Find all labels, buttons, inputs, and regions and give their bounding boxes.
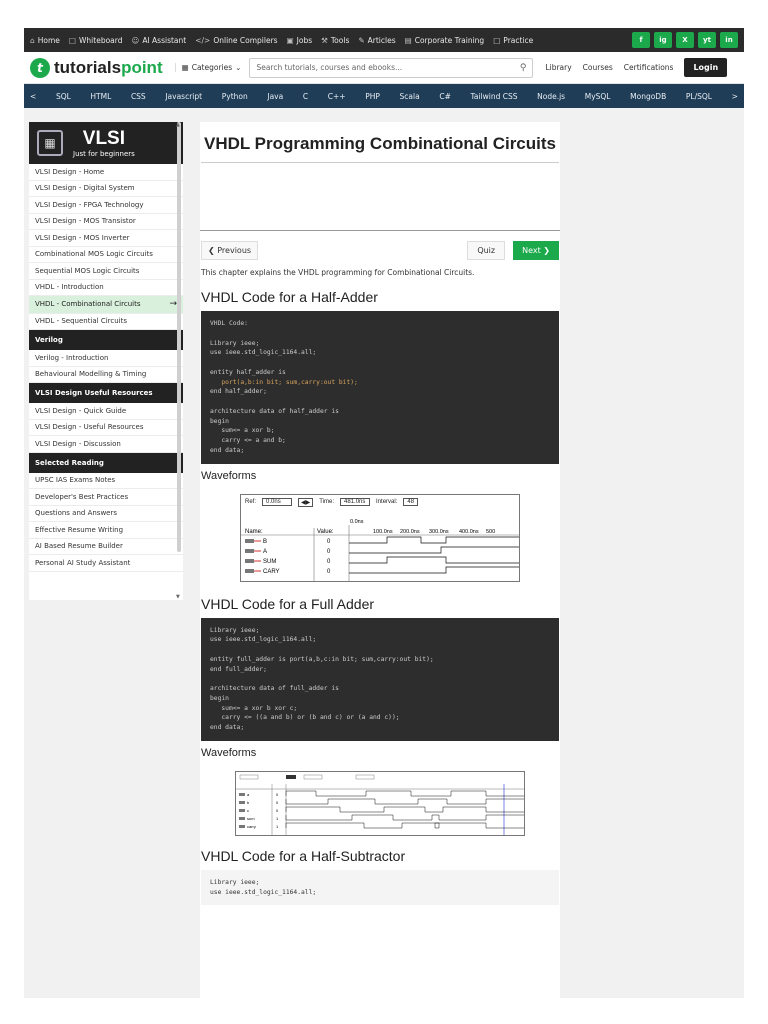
- lang-item-c-[interactable]: C#: [439, 91, 451, 101]
- signal-value: 0: [327, 558, 331, 565]
- wave-signals: [245, 537, 519, 575]
- chevron-right-icon: ❯: [540, 246, 550, 255]
- top-link-label: Whiteboard: [79, 35, 123, 45]
- previous-button[interactable]: [201, 241, 258, 260]
- signal-name: c: [247, 807, 249, 813]
- sidebar-item-label: VLSI Design - Digital System: [35, 184, 135, 193]
- next-button[interactable]: [513, 241, 559, 260]
- code-line: sum<= a xor b xor c;: [210, 704, 298, 712]
- code-line: use ieee.std_logic_1164.all;: [210, 636, 317, 644]
- nav-certifications[interactable]: Certifications: [623, 63, 674, 72]
- code-line: [210, 674, 550, 684]
- code-line: end half_adder;: [210, 388, 267, 396]
- previous-label: Previous: [217, 246, 252, 255]
- sidebar-item-label: Effective Resume Writing: [35, 525, 124, 534]
- code-line: Library ieee;: [210, 339, 260, 347]
- site-logo[interactable]: [30, 58, 163, 78]
- code-line: carry <= a and b;: [210, 437, 286, 444]
- sidebar-header: [29, 122, 183, 164]
- signal-name: b: [247, 799, 250, 805]
- sidebar-item[interactable]: [29, 473, 183, 490]
- signal-trace: [286, 815, 524, 820]
- top-link-practice[interactable]: [493, 36, 533, 45]
- search-input[interactable]: [249, 58, 533, 78]
- top-link-label: Tools: [330, 35, 350, 45]
- wave-tick-label: 300.0ns: [429, 528, 449, 535]
- top-link-0-icon: ⌂: [30, 35, 35, 45]
- lang-item-python[interactable]: Python: [221, 91, 248, 101]
- signal-pin-icon: [239, 801, 245, 804]
- sidebar-item-label: VHDL - Sequential Circuits: [35, 317, 128, 326]
- logo-mark-icon: t: [30, 58, 50, 78]
- code-line: architecture data of full_adder is: [210, 685, 339, 692]
- code-line: [210, 358, 550, 368]
- sidebar-item[interactable]: [29, 280, 183, 297]
- code-line: Library ieee;: [210, 878, 260, 886]
- code-block-half-subtractor[interactable]: [201, 870, 559, 906]
- sidebar-scrollbar[interactable]: [177, 122, 181, 552]
- sidebar-item[interactable]: [29, 214, 183, 231]
- code-line: architecture data of half_adder is: [210, 407, 339, 415]
- signal-pin-icon: [245, 539, 254, 543]
- header-nav: [545, 58, 727, 77]
- sidebar-item[interactable]: [29, 181, 183, 198]
- top-utility-bar: [24, 28, 744, 52]
- code-line: Library ieee;: [210, 626, 260, 634]
- signal-name: sum: [247, 815, 255, 821]
- top-link-label: Online Compilers: [213, 35, 278, 45]
- sidebar-item[interactable]: [29, 420, 183, 437]
- top-link-label: Corporate Training: [414, 35, 485, 45]
- top-link-label: Practice: [503, 35, 534, 45]
- heading-waveforms-1: Waveforms: [201, 469, 257, 482]
- tutorial-sidebar: [29, 122, 183, 600]
- code-block-full-adder[interactable]: [201, 618, 559, 741]
- top-link-ai-assistant[interactable]: [131, 36, 186, 45]
- sidebar-item-label: Questions and Answers: [35, 509, 118, 518]
- top-link-tools[interactable]: [321, 36, 349, 45]
- wave-signals-2: [239, 791, 524, 829]
- wave-nav-arrows-icon: ◀▶: [298, 498, 313, 507]
- signal-trace: [349, 547, 519, 553]
- sidebar-item[interactable]: [29, 506, 183, 523]
- scroll-up-arrow-icon[interactable]: ▲: [176, 122, 180, 128]
- heading-half-adder: VHDL Code for a Half-Adder: [201, 289, 378, 305]
- lang-item-pl-sql[interactable]: PL/SQL: [685, 91, 712, 101]
- signal-name: SUM: [263, 558, 277, 565]
- lang-item-scala[interactable]: Scala: [399, 91, 420, 101]
- signal-trace: [286, 823, 524, 828]
- wave-tick-label: 100.0ns: [373, 528, 393, 535]
- signal-trace: [286, 791, 524, 796]
- heading-full-adder: VHDL Code for a Full Adder: [201, 595, 375, 612]
- sidebar-list: [29, 164, 183, 572]
- signal-value: 0: [276, 799, 279, 805]
- sidebar-item[interactable]: [29, 314, 183, 331]
- top-link-7-icon: ▤: [404, 35, 412, 45]
- wave-ticks: [373, 529, 495, 535]
- x-icon[interactable]: X: [676, 32, 694, 48]
- categories-label: Categories: [191, 63, 233, 72]
- signal-value: 0: [327, 568, 331, 575]
- facebook-icon[interactable]: f: [632, 32, 650, 48]
- signal-value: 0: [276, 791, 279, 797]
- code-line: end full_adder;: [210, 665, 267, 673]
- sidebar-item-label: Developer's Best Practices: [35, 492, 129, 501]
- top-link-4-icon: ▣: [286, 35, 294, 45]
- top-link-5-icon: ⚒: [321, 35, 328, 45]
- chevron-left-icon: ❮: [208, 246, 218, 255]
- article-content: [200, 122, 560, 1002]
- lang-item-node-js[interactable]: Node.js: [537, 91, 566, 101]
- lang-item-java[interactable]: Java: [267, 91, 284, 101]
- top-link-jobs[interactable]: [287, 36, 313, 45]
- sidebar-item-label: Combinational MOS Logic Circuits: [35, 250, 153, 259]
- lang-item-php[interactable]: PHP: [365, 91, 380, 101]
- search-placeholder: Search tutorials, courses and ebooks...: [256, 63, 403, 72]
- code-line: port(a,b:in bit; sum,carry:out bit);: [210, 378, 358, 386]
- wave-interval-label: Interval:: [376, 499, 398, 505]
- sidebar-item[interactable]: [29, 522, 183, 539]
- top-link-6-icon: ✎: [358, 35, 365, 45]
- ad-space: [200, 163, 560, 231]
- sidebar-item[interactable]: [29, 489, 183, 506]
- language-nav-bar: [24, 84, 744, 108]
- nav-library[interactable]: Library: [545, 63, 572, 72]
- sidebar-item[interactable]: [29, 197, 183, 214]
- signal-trace: [349, 567, 519, 573]
- top-link-2-icon: ☺: [131, 35, 140, 45]
- wave-value-header: Value:: [317, 528, 334, 535]
- wave-interval-value: 48: [403, 498, 418, 506]
- sidebar-item[interactable]: [29, 247, 183, 264]
- sidebar-item[interactable]: [29, 296, 183, 314]
- sidebar-item[interactable]: [29, 367, 183, 384]
- code-line: [210, 329, 550, 339]
- logo-text-right: point: [121, 57, 163, 77]
- signal-value: 1: [276, 823, 279, 829]
- chevron-down-icon: ⌄: [235, 63, 242, 72]
- sidebar-subtitle: Just for beginners: [73, 149, 135, 158]
- signal-trace: [349, 557, 519, 563]
- sidebar-item-label: VLSI Design - Quick Guide: [35, 406, 127, 415]
- signal-value: 0: [276, 807, 279, 813]
- wave-tick-label: 500: [486, 528, 496, 535]
- waveform-image-full-adder: [235, 771, 525, 836]
- sidebar-item-label: UPSC IAS Exams Notes: [35, 476, 116, 485]
- signal-trace: [286, 807, 524, 812]
- signal-pin-icon: [245, 549, 254, 553]
- sidebar-item[interactable]: [29, 555, 183, 572]
- heading-waveforms-2: Waveforms: [201, 746, 257, 759]
- signal-name: carry: [247, 823, 256, 829]
- chip-icon: ▦: [37, 130, 63, 156]
- lang-item-javascript[interactable]: Javascript: [165, 91, 203, 101]
- code-line: end data;: [210, 446, 245, 454]
- waveform-image-half-adder: [240, 494, 520, 582]
- sidebar-item[interactable]: [29, 164, 183, 181]
- sidebar-item-label: VHDL - Combinational Circuits: [35, 300, 141, 309]
- signal-trace: [286, 799, 524, 804]
- code-line: carry <= ((a and b) or (b and c) or (a and c));: [210, 714, 400, 722]
- code-block-half-adder[interactable]: [201, 311, 559, 464]
- page-title: VHDL Programming Combinational Circuits: [201, 122, 559, 163]
- site-header: [24, 52, 744, 84]
- lang-item-sql[interactable]: SQL: [55, 91, 71, 101]
- login-button[interactable]: Login: [684, 58, 727, 77]
- top-links: [30, 36, 632, 45]
- signal-name: B: [263, 538, 268, 545]
- code-line: entity half_adder is: [210, 368, 286, 376]
- signal-value: 0: [327, 548, 331, 555]
- signal-pin-icon: [239, 793, 245, 796]
- top-link-whiteboard[interactable]: [69, 36, 123, 45]
- wave-tick-label: 200.0ns: [400, 528, 420, 535]
- code-line: use ieee.std_logic_1164.all;: [210, 349, 317, 357]
- wave-ref-value: 0.0ns: [262, 498, 292, 506]
- code-line: begin: [210, 417, 229, 425]
- signal-value: 1: [276, 815, 279, 821]
- waveform-diagram-1: [241, 515, 519, 581]
- waveform-diagram-2: [236, 772, 524, 835]
- top-link-home[interactable]: [30, 36, 60, 45]
- linkedin-icon[interactable]: in: [720, 32, 738, 48]
- resources-section-header: VLSI Design Useful Resources: [29, 383, 183, 403]
- lang-item-tailwind-css[interactable]: Tailwind CSS: [470, 91, 518, 101]
- sidebar-item-label: AI Based Resume Builder: [35, 542, 123, 551]
- categories-dropdown[interactable]: [175, 63, 242, 72]
- sidebar-item[interactable]: [29, 403, 183, 420]
- heading-half-subtractor: VHDL Code for a Half-Subtractor: [201, 847, 406, 864]
- top-link-label: AI Assistant: [142, 35, 187, 45]
- sidebar-item[interactable]: [29, 350, 183, 367]
- code-line: [210, 645, 550, 655]
- lang-item-c[interactable]: C: [302, 91, 309, 101]
- sidebar-item-label: VLSI Design - Useful Resources: [35, 423, 144, 432]
- lang-prev-arrow-icon[interactable]: <: [30, 91, 37, 101]
- wave-time-value: 481.0ns: [340, 498, 370, 506]
- code-line: sum<= a xor b;: [210, 427, 275, 435]
- lang-item-c-[interactable]: C++: [327, 91, 346, 101]
- youtube-icon[interactable]: yt: [698, 32, 716, 48]
- sidebar-item[interactable]: [29, 263, 183, 280]
- lang-item-mongodb[interactable]: MongoDB: [630, 91, 667, 101]
- sidebar-item-label: VLSI Design - FPGA Technology: [35, 200, 144, 209]
- code-line: begin: [210, 694, 229, 702]
- code-line: [210, 397, 550, 407]
- wave-tick-label: 400.0ns: [459, 528, 479, 535]
- lang-item-css[interactable]: CSS: [130, 91, 146, 101]
- sidebar-item-label: Sequential MOS Logic Circuits: [35, 266, 140, 275]
- social-links: [632, 32, 738, 48]
- signal-name: A: [263, 548, 268, 555]
- instagram-icon[interactable]: ig: [654, 32, 672, 48]
- signal-trace: [349, 537, 519, 543]
- next-label: Next: [522, 246, 541, 255]
- sidebar-item-label: VLSI Design - MOS Inverter: [35, 233, 130, 242]
- search-icon: ⚲: [519, 62, 527, 73]
- top-link-corporate-training[interactable]: [405, 36, 485, 45]
- sidebar-item-label: VHDL - Introduction: [35, 283, 104, 292]
- wave-ref-label: Ref:: [245, 499, 257, 505]
- sidebar-item-label: VLSI Design - Home: [35, 167, 105, 176]
- grid-icon: ▦: [181, 63, 189, 72]
- top-link-1-icon: □: [68, 35, 77, 45]
- lang-item-mysql[interactable]: MySQL: [584, 91, 611, 101]
- sidebar-item-label: Verilog - Introduction: [35, 353, 109, 362]
- top-link-3-icon: </>: [195, 35, 211, 45]
- sidebar-title: VLSI: [82, 127, 126, 149]
- wave-time-label: Time:: [319, 499, 335, 505]
- arrow-right-icon: →: [169, 299, 177, 309]
- quiz-button[interactable]: Quiz: [467, 241, 505, 260]
- code-line: use ieee.std_logic_1164.all;: [210, 888, 317, 896]
- top-link-label: Articles: [367, 35, 396, 45]
- main-area: [24, 108, 744, 998]
- top-link-8-icon: □: [493, 35, 501, 45]
- sidebar-item-label: Personal AI Study Assistant: [35, 558, 131, 567]
- top-link-label: Jobs: [296, 35, 313, 45]
- top-link-online-compilers[interactable]: [195, 36, 277, 45]
- sidebar-item-label: Behavioural Modelling & Timing: [35, 370, 147, 379]
- sidebar-item[interactable]: [29, 436, 183, 453]
- sidebar-item[interactable]: [29, 539, 183, 556]
- signal-pin-icon: [245, 569, 254, 573]
- intro-paragraph: This chapter explains the VHDL programming for Combinational Circuits.: [201, 268, 475, 277]
- lang-item-html[interactable]: HTML: [90, 91, 112, 101]
- pagination-nav: [200, 231, 560, 266]
- sidebar-item[interactable]: [29, 230, 183, 247]
- scroll-down-arrow-icon[interactable]: ▼: [176, 594, 180, 600]
- nav-courses[interactable]: Courses: [582, 63, 613, 72]
- top-link-articles[interactable]: [358, 36, 395, 45]
- sidebar-item-label: VLSI Design - Discussion: [35, 439, 121, 448]
- reading-section-header: Selected Reading: [29, 453, 183, 473]
- code-line: VHDL Code:: [210, 320, 248, 327]
- signal-value: 0: [327, 538, 331, 545]
- code-line: end data;: [210, 724, 245, 731]
- wave-name-header: Name:: [245, 528, 263, 535]
- lang-next-arrow-icon[interactable]: >: [731, 91, 738, 101]
- signal-pin-icon: [239, 809, 245, 812]
- signal-pin-icon: [239, 825, 245, 828]
- verilog-section-header: Verilog: [29, 330, 183, 350]
- signal-name: a: [247, 791, 250, 797]
- wave-cursor-label: 0.0ns: [350, 518, 364, 525]
- signal-name: CARY: [263, 568, 280, 575]
- code-line: entity full_adder is port(a,b,c:in bit; sum,carry:out bit);: [210, 655, 434, 663]
- signal-pin-icon: [239, 817, 245, 820]
- sidebar-item-label: VLSI Design - MOS Transistor: [35, 217, 136, 226]
- logo-text-left: tutorials: [54, 57, 122, 77]
- top-link-label: Home: [37, 35, 60, 45]
- signal-pin-icon: [245, 559, 254, 563]
